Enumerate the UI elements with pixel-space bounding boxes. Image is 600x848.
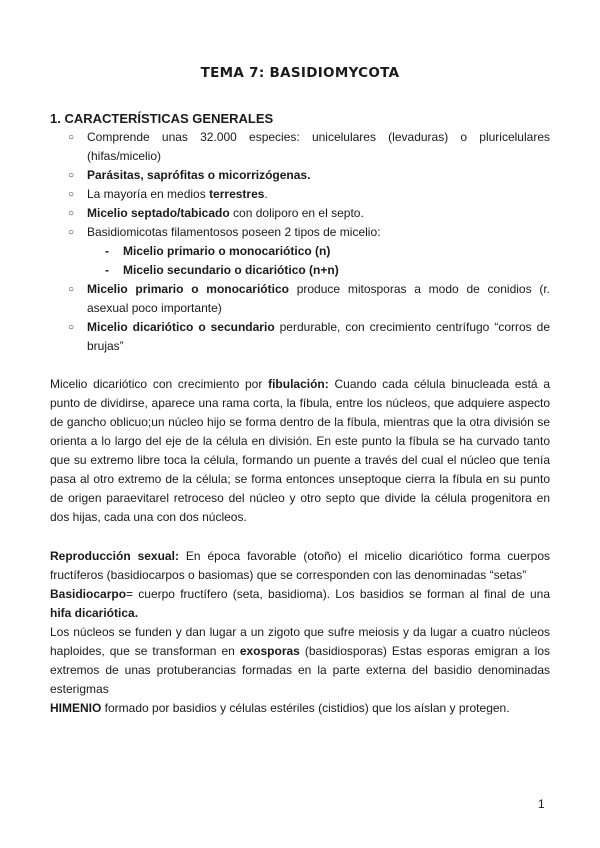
page-title: TEMA 7: BASIDIOMYCOTA (200, 65, 400, 81)
list-item-bold-text: terrestres (209, 187, 265, 201)
list-item-text-after: con doliporo en el septo. (229, 206, 364, 220)
list-item (68, 280, 550, 318)
sub-list-item-text: Micelio primario o monocariótico (n) (123, 244, 331, 258)
list-item-text-after: . (264, 187, 268, 201)
reproduction-paragraph (50, 547, 550, 585)
circle-bullet-icon: ○ (68, 132, 75, 143)
list-item (68, 185, 550, 204)
circle-bullet-icon: ○ (68, 189, 75, 200)
dash-bullet-icon: - (105, 263, 109, 277)
nucleos-paragraph (50, 623, 550, 699)
page-number: 1 (538, 797, 545, 811)
list-item (68, 318, 550, 356)
circle-bullet-icon: ○ (68, 284, 75, 295)
list-item-bold-text: Micelio septado/tabicado (87, 206, 230, 220)
mycelium-types-sublist (87, 242, 550, 280)
sub-list-item (87, 242, 550, 261)
nucleos-lead: Los núcleos se funden y dan lugar a un zigoto que sufre meiosis y da lugar a cuatro núcleos haploides, que se transforman en (50, 625, 550, 658)
list-item (68, 166, 550, 185)
himenio-text: formado por basidios y células estériles (cistidios) que los aíslan y protegen. (101, 701, 510, 715)
basidiocarpo-text: = cuerpo fructífero (seta, basidioma). Los basidios se forman al final de una (126, 587, 550, 601)
circle-bullet-icon: ○ (68, 208, 75, 219)
fibulation-paragraph (50, 375, 550, 527)
reproduction-block (50, 547, 550, 718)
list-item (68, 204, 550, 223)
sub-list-item-text: Micelio secundario o dicariótico (n+n) (123, 263, 339, 277)
list-item (68, 223, 550, 280)
fibulation-term: fibulación: (268, 377, 329, 391)
basidiocarpo-term: Basidiocarpo (50, 587, 127, 601)
list-item-text: Comprende unas 32.000 especies: unicelulares (levaduras) o pluricelulares (hifas/micelio) (87, 130, 550, 163)
exosporas-term: exosporas (239, 644, 300, 658)
sub-list-item (87, 261, 550, 280)
list-item-bold-text: Micelio dicariótico o secundario (87, 320, 275, 334)
himenio-term: HIMENIO (50, 701, 102, 715)
fibulation-lead: Micelio dicariótico con crecimiento por (50, 377, 269, 391)
hifa-term: hifa dicariótica. (50, 606, 139, 620)
circle-bullet-icon: ○ (68, 322, 75, 333)
reproduction-term: Reproducción sexual: (50, 549, 179, 563)
list-item-text: Basidiomicotas filamentosos poseen 2 tipos de micelio: (87, 225, 381, 239)
characteristics-list (68, 128, 550, 356)
circle-bullet-icon: ○ (68, 170, 75, 181)
list-item-text-after: produce mitosporas a modo de conidios (r. asexual poco importante) (87, 282, 550, 315)
list-item (68, 128, 550, 166)
nucleos-text: (basidiosporas) Estas esporas emigran a los extremos de unas protuberancias formadas en la parte externa del basidio denominadas esterigmas (50, 644, 550, 696)
basidiocarpo-paragraph (50, 585, 550, 623)
list-item-bold-text: Micelio primario o monocariótico (87, 282, 289, 296)
list-item-text: La mayoría en medios (87, 187, 210, 201)
circle-bullet-icon: ○ (68, 227, 75, 238)
reproduction-text: En época favorable (otoño) el micelio dicariótico forma cuerpos fructíferos (basidiocarpos o basiomas) que se corresponden con las denominadas “setas” (50, 549, 550, 582)
dash-bullet-icon: - (105, 244, 109, 258)
himenio-paragraph (50, 699, 550, 718)
list-item-bold-text: Parásitas, saprófitas o micorrizógenas. (87, 168, 311, 182)
section-heading: 1. CARACTERÍSTICAS GENERALES (50, 111, 274, 126)
fibulation-text: Cuando cada célula binucleada está a punto de dividirse, aparece una rama corta, la fíbula, entre los núcleos, que adquiere aspecto de gancho oblicuo;un núcleo hijo se forma dentro de la fíbula, mientras que la otra división se orienta a lo largo del eje de la célula en división. En este punto la fíbula se ha curvado tanto que su extremo libre toca la célula, formando un puente a través del cual el núcleo que tenía pasa al otro extremo de la célula; se forma entonces unseptoque cierra la fíbula en su punto de origen paraevitarel retroceso del núcleo y otro septo que divide la célula progenitora en dos hijas, cada una con dos núcleos. (50, 377, 550, 524)
list-item-text-after: perdurable, con crecimiento centrífugo “corros de brujas” (87, 320, 550, 353)
